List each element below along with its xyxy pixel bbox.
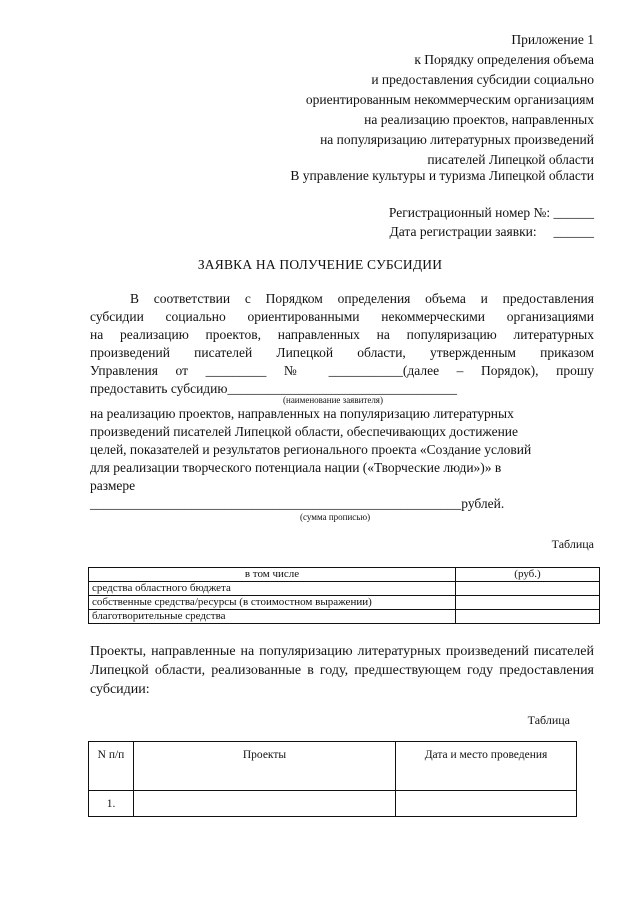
appendix-header xyxy=(306,30,594,170)
table-header-cell: N п/п xyxy=(89,742,134,791)
applicant-caption: (наименование заявителя) xyxy=(283,395,383,405)
projects-table xyxy=(88,741,577,817)
paragraph-line: Управления от _________ № ___________(далее – Порядок), прошу xyxy=(90,363,594,378)
table-header-cell: (руб.) xyxy=(456,568,600,582)
paragraph-line: произведений писателей Липецкой области, утвержденным приказом xyxy=(90,345,594,360)
table-1-label: Таблица xyxy=(551,537,594,551)
paragraph-line: В соответствии с Порядком определения объема и предоставления xyxy=(130,291,594,306)
registration-number: Регистрационный номер №: ______ xyxy=(388,205,594,220)
appendix-line: Приложение 1 xyxy=(511,32,594,47)
funding-table xyxy=(88,567,600,624)
paragraph-line: на реализацию проектов, направленных на популяризацию литературных xyxy=(90,327,594,342)
appendix-line: и предоставления субсидии социально xyxy=(371,72,594,87)
registration-block xyxy=(389,203,594,241)
appendix-line: к Порядку определения объема xyxy=(414,52,594,67)
table-cell[interactable] xyxy=(396,791,577,817)
paragraph-line: предоставить субсидию__________________________________ xyxy=(90,381,457,396)
paragraph-line: целей, показателей и результатов регионального проекта «Создание условий xyxy=(90,442,532,457)
table-cell: благотворительные средства xyxy=(89,610,456,624)
table-header-cell: Дата и место проведения xyxy=(396,742,577,791)
addressee: В управление культуры и туризма Липецкой области xyxy=(290,168,594,183)
table-cell: собственные средства/ресурсы (в стоимостном выражении) xyxy=(89,596,456,610)
paragraph-line: произведений писателей Липецкой области, обеспечивающих достижение xyxy=(90,424,519,439)
table-header-cell: Проекты xyxy=(134,742,396,791)
sum-caption: (сумма прописью) xyxy=(300,512,371,522)
table-header-cell: в том числе xyxy=(89,568,456,582)
table-header-row xyxy=(89,568,600,582)
table-cell: 1. xyxy=(89,791,134,817)
appendix-line: на реализацию проектов, направленных xyxy=(364,112,594,127)
appendix-line: писателей Липецкой области xyxy=(427,152,594,167)
table-cell[interactable] xyxy=(134,791,396,817)
registration-date: Дата регистрации заявки: ______ xyxy=(389,224,594,239)
appendix-line: на популяризацию литературных произведений xyxy=(320,132,594,147)
paragraph-line: на реализацию проектов, направленных на популяризацию литературных xyxy=(90,406,514,421)
projects-text: Проекты, направленные на популяризацию литературных произведений писателей Липецкой области, реализованные в году, предшествующем году предоставления субсидии: xyxy=(90,644,594,697)
table-row xyxy=(89,610,600,624)
table-cell[interactable] xyxy=(456,610,600,624)
appendix-line: ориентированным некоммерческим организациям xyxy=(305,92,594,107)
table-row xyxy=(89,596,600,610)
paragraph-2 xyxy=(90,405,594,513)
table-2-label: Таблица xyxy=(527,713,570,727)
paragraph-line: субсидии социально ориентированными некоммерческими организациями xyxy=(90,309,594,324)
table-row xyxy=(89,791,577,817)
paragraph-line: для реализации творческого потенциала нации («Творческие люди»)» в xyxy=(90,460,502,475)
table-row xyxy=(89,582,600,596)
paragraph-1 xyxy=(90,290,594,398)
paragraph-line: _______________________________________________________рублей. xyxy=(90,496,505,511)
table-cell: средства областного бюджета xyxy=(89,582,456,596)
table-header-row xyxy=(89,742,577,791)
table-cell[interactable] xyxy=(456,582,600,596)
document-title: ЗАЯВКА НА ПОЛУЧЕНИЕ СУБСИДИИ xyxy=(197,257,443,272)
table-cell[interactable] xyxy=(456,596,600,610)
paragraph-line: размере xyxy=(90,478,136,493)
